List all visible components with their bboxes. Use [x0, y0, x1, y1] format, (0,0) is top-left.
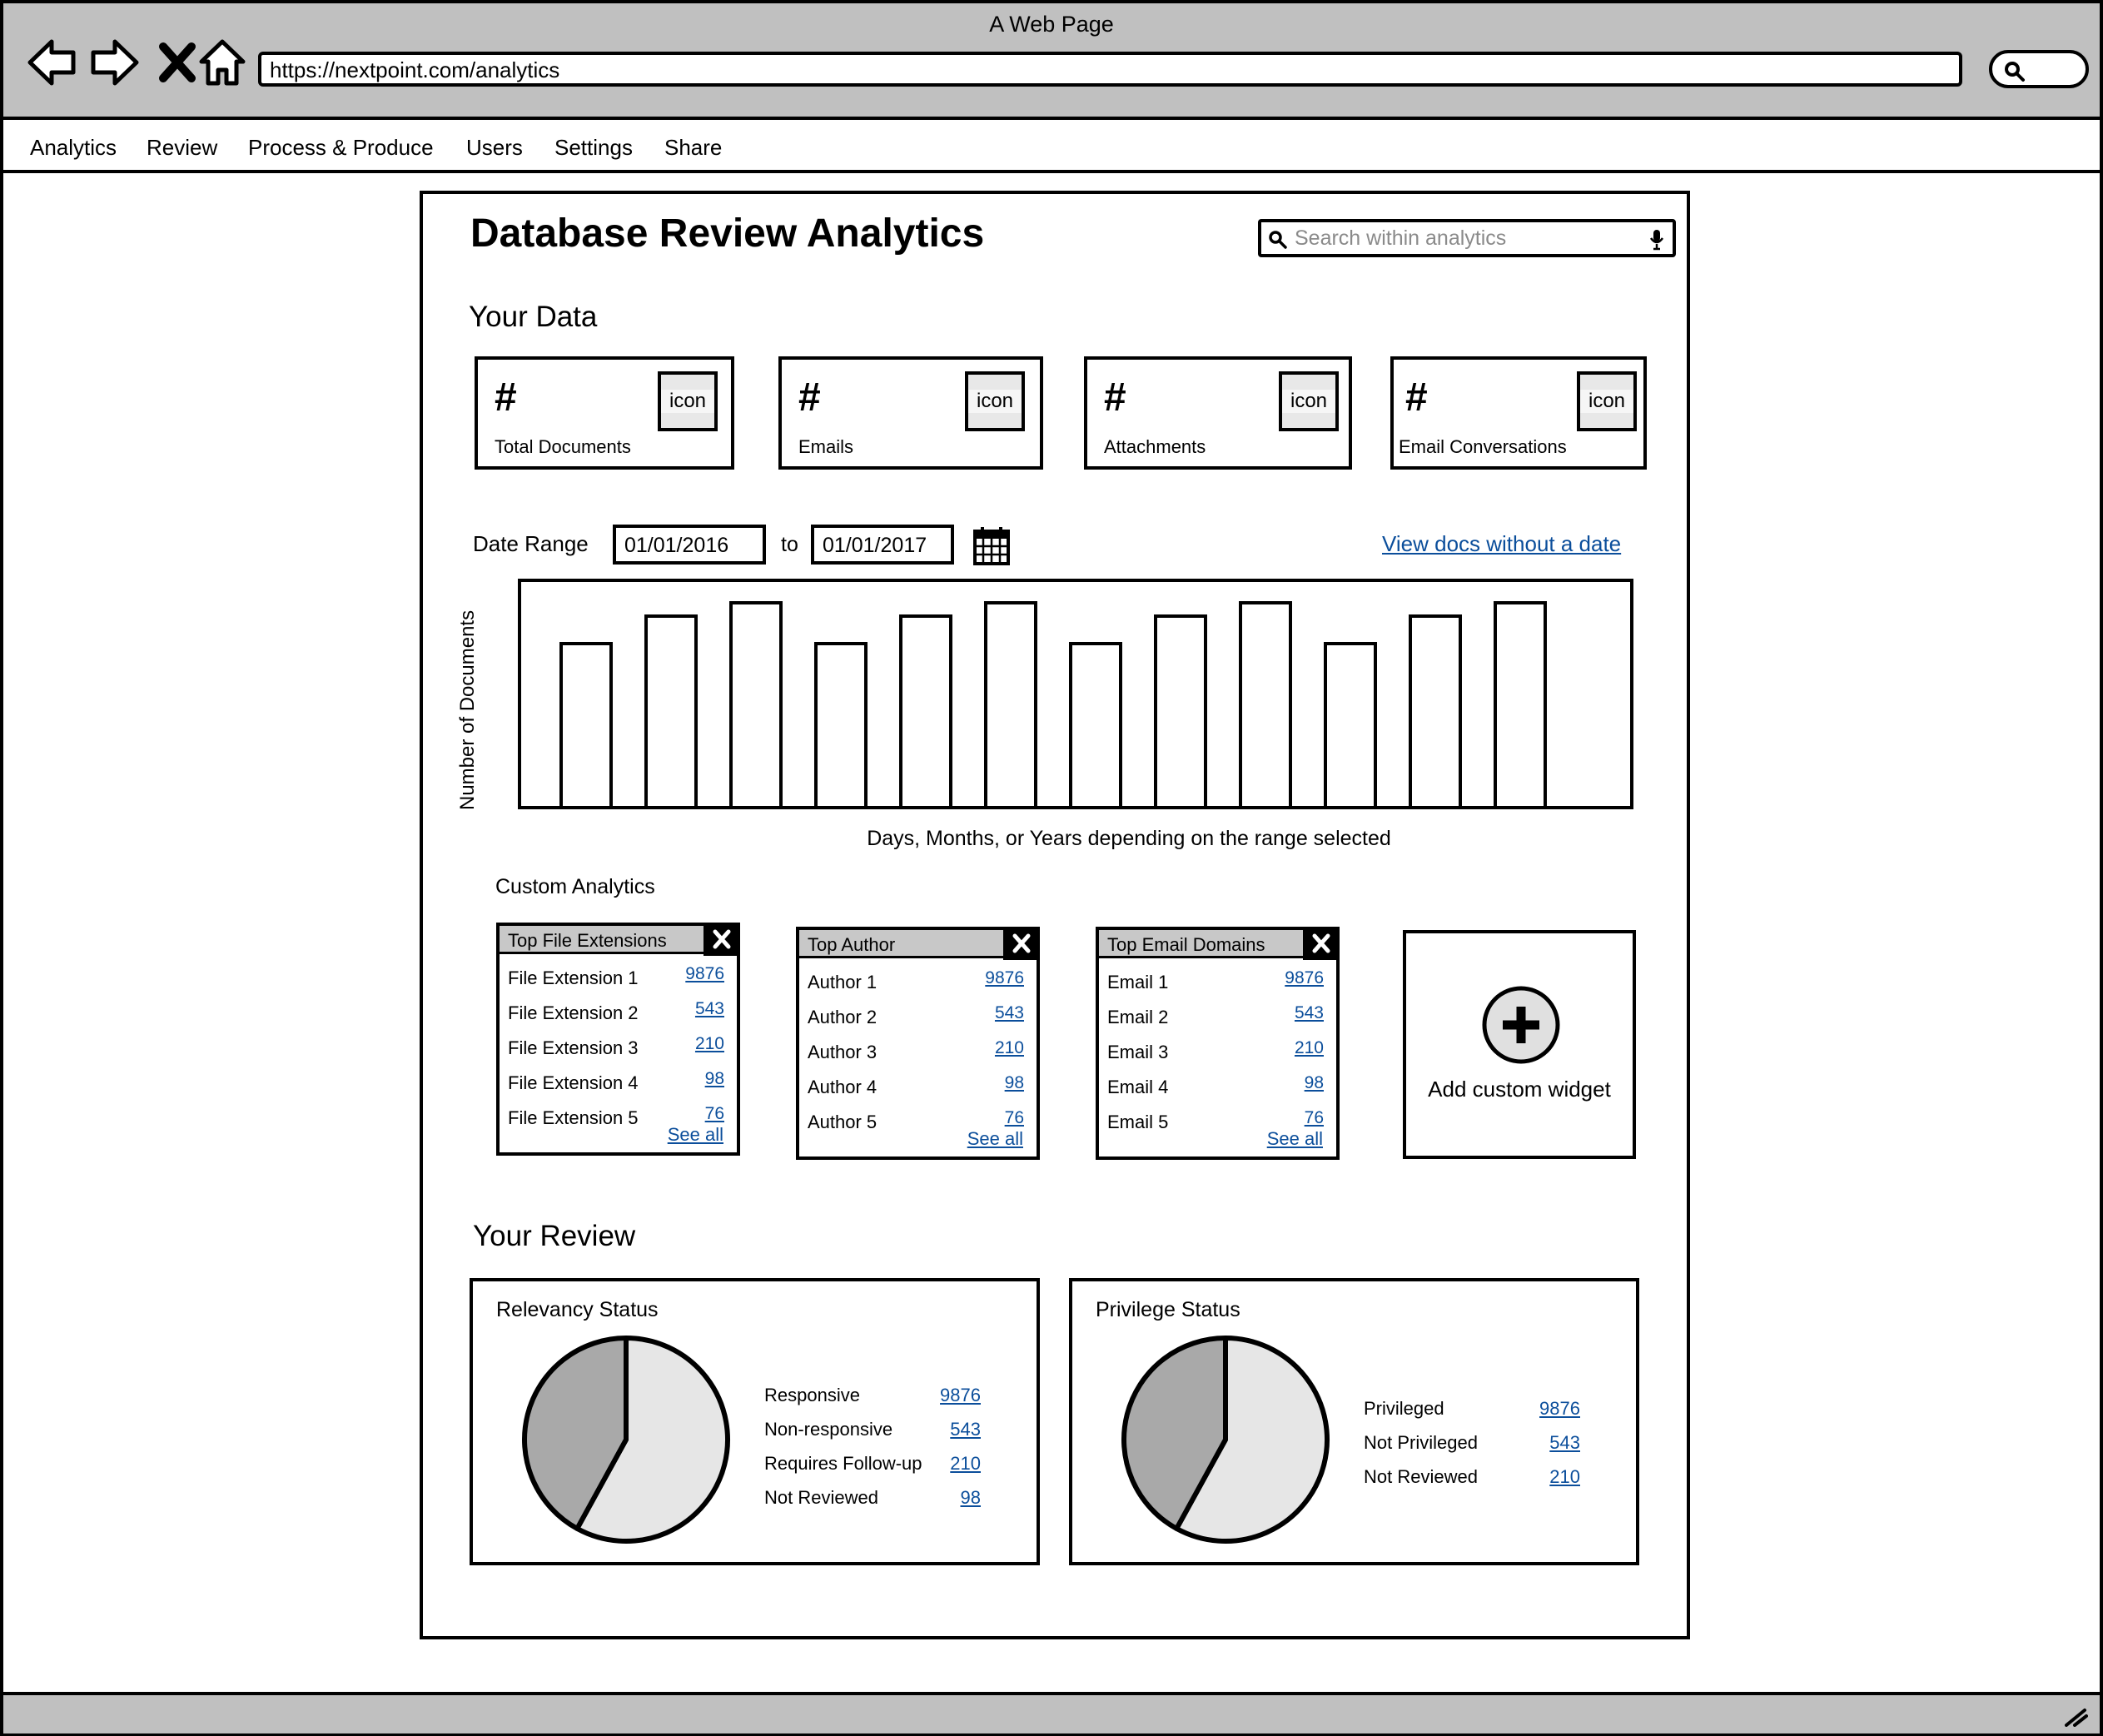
icon-placeholder-text: icon: [661, 390, 714, 413]
chart-bar: [729, 601, 783, 806]
count-link[interactable]: 210: [1549, 1466, 1580, 1487]
count-link[interactable]: 9876: [985, 968, 1024, 987]
browser-search-button[interactable]: [1989, 50, 2089, 88]
date-to-label: to: [781, 533, 798, 556]
widget-title: Top Email Domains: [1099, 930, 1336, 958]
chart-x-axis-label: Days, Months, or Years depending on the range selected: [867, 827, 1391, 850]
chart-bar: [1324, 642, 1377, 806]
see-all-link[interactable]: See all: [1266, 1128, 1323, 1149]
menu-item-users[interactable]: Users: [466, 135, 523, 160]
count-link[interactable]: 210: [694, 1034, 724, 1053]
list-item: Author 2 543: [808, 1003, 1024, 1027]
legend-row-non-responsive: Non-responsive 543: [764, 1419, 981, 1440]
legend-row-privileged: Privileged 9876: [1364, 1398, 1580, 1419]
stat-value: #: [798, 376, 821, 420]
view-docs-without-date-link[interactable]: View docs without a date: [1382, 531, 1622, 556]
count-link[interactable]: 210: [950, 1453, 981, 1474]
magnifier-icon: [2004, 61, 2026, 82]
analytics-page: [420, 191, 1690, 1639]
back-arrow-icon[interactable]: [27, 37, 78, 88]
browser-statusbar: [3, 1692, 2100, 1734]
your-data-heading: Your Data: [469, 301, 598, 333]
widget-title: Top File Extensions: [500, 926, 737, 954]
icon-placeholder-text: icon: [1580, 390, 1633, 413]
url-bar[interactable]: https://nextpoint.com/analytics: [258, 52, 1962, 87]
stop-icon[interactable]: [152, 37, 203, 88]
legend-row-not-reviewed: Not Reviewed 210: [1364, 1466, 1580, 1487]
count-link[interactable]: 9876: [940, 1385, 981, 1405]
date-from-input[interactable]: 01/01/2016: [613, 525, 766, 565]
legend-row-responsive: Responsive 9876: [764, 1385, 981, 1405]
menu-item-analytics[interactable]: Analytics: [30, 135, 117, 160]
add-custom-widget-button[interactable]: [1403, 930, 1636, 1159]
menu-item-share[interactable]: Share: [664, 135, 723, 160]
card-title: Privilege Status: [1096, 1298, 1240, 1321]
count-link[interactable]: 210: [1294, 1038, 1324, 1057]
close-icon[interactable]: [1303, 927, 1340, 960]
resize-grip-icon[interactable]: [2063, 1707, 2088, 1727]
close-icon[interactable]: [703, 923, 740, 956]
icon-placeholder-text: icon: [1282, 390, 1335, 413]
list-item: Author 1 9876: [808, 968, 1024, 992]
count-link[interactable]: 9876: [685, 964, 724, 983]
count-link[interactable]: 9876: [1285, 968, 1324, 987]
count-link[interactable]: 543: [994, 1003, 1024, 1022]
list-item: File Extension 3 210: [508, 1034, 724, 1058]
count-link[interactable]: 543: [1294, 1003, 1324, 1022]
list-item: Author 4 98: [808, 1073, 1024, 1097]
stat-value: #: [495, 376, 517, 420]
stat-card-attachments: [1084, 356, 1352, 470]
count-link[interactable]: 76: [1004, 1108, 1024, 1127]
list-item: File Extension 4 98: [508, 1069, 724, 1093]
count-link[interactable]: 98: [1004, 1073, 1024, 1092]
chart-bar: [1154, 614, 1207, 806]
browser-titlebar: [3, 3, 2100, 120]
count-link[interactable]: 543: [694, 999, 724, 1018]
see-all-link[interactable]: See all: [967, 1128, 1023, 1149]
relevancy-status-card: [470, 1278, 1040, 1565]
chart-bar: [814, 642, 868, 806]
relevancy-pie-chart: [520, 1333, 733, 1546]
stat-label: Total Documents: [495, 436, 631, 457]
list-item: Author 3 210: [808, 1038, 1024, 1062]
list-item: Email 4 98: [1107, 1073, 1324, 1097]
add-widget-label: Add custom widget: [1428, 1077, 1611, 1102]
chart-bar: [1494, 601, 1547, 806]
chart-bar: [1069, 642, 1122, 806]
see-all-link[interactable]: See all: [667, 1124, 723, 1145]
menu-item-review[interactable]: Review: [147, 135, 218, 160]
widget-top-author: [796, 927, 1040, 1160]
plus-circle-icon: [1481, 985, 1561, 1065]
main-menu: [3, 123, 2100, 173]
list-item: Author 5 76: [808, 1108, 1024, 1132]
window-title: A Web Page: [989, 12, 1114, 37]
microphone-icon[interactable]: [1649, 228, 1664, 251]
stat-value: #: [1405, 376, 1428, 420]
documents-icon: [658, 371, 718, 431]
list-item: Email 2 543: [1107, 1003, 1324, 1027]
chart-bar: [1239, 601, 1292, 806]
your-review-heading: Your Review: [473, 1220, 636, 1252]
close-icon[interactable]: [1003, 927, 1040, 960]
legend-row-requires-follow-up: Requires Follow-up 210: [764, 1453, 981, 1474]
count-link[interactable]: 98: [704, 1069, 724, 1088]
email-icon: [965, 371, 1025, 431]
chart-bar: [559, 642, 613, 806]
chart-bar: [644, 614, 698, 806]
chart-bar: [984, 601, 1037, 806]
count-link[interactable]: 543: [1549, 1432, 1580, 1453]
stat-value: #: [1104, 376, 1126, 420]
stat-card-emails: [778, 356, 1043, 470]
conversation-icon: [1577, 371, 1637, 431]
chart-y-axis-label: Number of Documents: [456, 609, 479, 810]
list-item: File Extension 5 76: [508, 1104, 724, 1128]
count-link[interactable]: 76: [1304, 1108, 1324, 1127]
stat-label: Attachments: [1104, 436, 1206, 457]
calendar-icon[interactable]: [972, 525, 1011, 566]
privilege-status-card: [1069, 1278, 1639, 1565]
widget-title: Top Author: [799, 930, 1037, 958]
home-icon[interactable]: [196, 37, 248, 88]
attachment-icon: [1279, 371, 1339, 431]
menu-item-process-produce[interactable]: Process & Produce: [248, 135, 434, 160]
forward-arrow-icon[interactable]: [88, 37, 140, 88]
count-link[interactable]: 76: [704, 1104, 724, 1123]
count-link[interactable]: 98: [1304, 1073, 1324, 1092]
count-link[interactable]: 210: [994, 1038, 1024, 1057]
chart-bar: [1409, 614, 1462, 806]
analytics-search[interactable]: [1258, 219, 1676, 257]
legend-row-not-reviewed: Not Reviewed 98: [764, 1487, 981, 1508]
widget-top-email-domains: [1096, 927, 1340, 1160]
widget-top-file-extensions: [496, 923, 740, 1156]
stat-label: Emails: [798, 436, 854, 457]
list-item: File Extension 1 9876: [508, 964, 724, 988]
list-item: Email 3 210: [1107, 1038, 1324, 1062]
page-title: Database Review Analytics: [470, 211, 985, 256]
search-input[interactable]: [1295, 226, 1628, 251]
list-item: Email 5 76: [1107, 1108, 1324, 1132]
menu-item-settings[interactable]: Settings: [554, 135, 633, 160]
date-range-label: Date Range: [473, 531, 589, 556]
date-to-input[interactable]: 01/01/2017: [811, 525, 954, 565]
list-item: File Extension 2 543: [508, 999, 724, 1023]
documents-bar-chart: [518, 579, 1633, 809]
count-link[interactable]: 9876: [1539, 1398, 1580, 1419]
stat-card-total-documents: [475, 356, 734, 470]
search-icon: [1268, 230, 1288, 250]
legend-row-not-privileged: Not Privileged 543: [1364, 1432, 1580, 1453]
stat-label: Email Conversations: [1399, 436, 1567, 457]
custom-analytics-heading: Custom Analytics: [495, 875, 655, 898]
card-title: Relevancy Status: [496, 1298, 659, 1321]
count-link[interactable]: 543: [950, 1419, 981, 1440]
stat-card-email-conversations: [1390, 356, 1647, 470]
icon-placeholder-text: icon: [968, 390, 1022, 413]
list-item: Email 1 9876: [1107, 968, 1324, 992]
count-link[interactable]: 98: [960, 1487, 981, 1508]
chart-bar: [899, 614, 952, 806]
privilege-pie-chart: [1119, 1333, 1332, 1546]
